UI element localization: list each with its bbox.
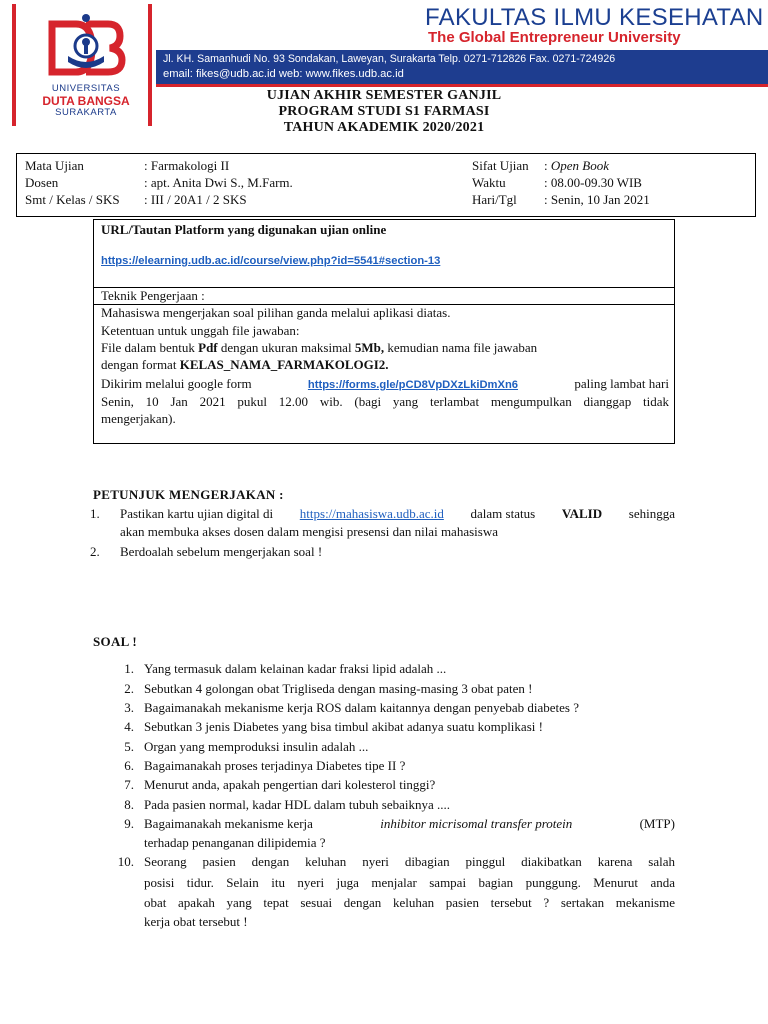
question-number: 3.	[124, 700, 134, 715]
question-number: 2.	[124, 681, 134, 696]
question-10-line4: kerja obat tersebut !	[144, 914, 248, 929]
faculty-address: Jl. KH. Samanhudi No. 93 Sondakan, Laweyan, Surakarta Telp. 0271-712826 Fax. 0271-724926	[163, 53, 616, 65]
question-9-line2: terhadap penanganan dilipidemia ?	[144, 835, 326, 850]
platform-heading: URL/Tautan Platform yang digunakan ujian online	[101, 222, 387, 237]
soal-title: SOAL !	[93, 634, 138, 649]
teknik-line-7: mengerjakan).	[101, 411, 176, 426]
petunjuk-item-1-line2: akan membuka akses dosen dalam mengisi presensi dan nilai mahasiswa	[120, 524, 498, 539]
sifat-ujian-value: : Open Book	[544, 158, 609, 173]
academic-year-title: TAHUN AKADEMIK 2020/2021	[283, 120, 485, 135]
question-8: Pada pasien normal, kadar HDL dalam tubuh sebaiknya ....	[144, 797, 451, 812]
dosen-value: : apt. Anita Dwi S., M.Farm.	[144, 175, 293, 190]
petunjuk-num-2: 2.	[90, 544, 100, 559]
teknik-line-3: File dalam bentuk Pdf dengan ukuran maksimal 5Mb, kemudian nama file jawaban	[101, 340, 538, 355]
question-number: 9.	[124, 816, 134, 831]
exam-info-table	[16, 153, 756, 217]
teknik-line-2: Ketentuan untuk unggah file jawaban:	[101, 323, 300, 338]
question-7: Menurut anda, apakah pengertian dari kolesterol tinggi?	[144, 777, 436, 792]
mata-ujian-label: Mata Ujian	[25, 158, 84, 173]
question-number: 7.	[124, 777, 134, 792]
waktu-label: Waktu	[472, 175, 506, 190]
question-10-line2: posisi tidur. Selain itu nyeri juga menjalar sampai bagian punggung. Menurut anda	[144, 875, 675, 890]
hari-tgl-value: : Senin, 10 Jan 2021	[544, 192, 650, 207]
exam-title: UJIAN AKHIR SEMESTER GANJIL	[266, 88, 502, 103]
teknik-label: Teknik Pengerjaan :	[101, 288, 205, 303]
smt-label: Smt / Kelas / SKS	[25, 192, 120, 207]
dosen-label: Dosen	[25, 175, 59, 190]
question-number: 6.	[124, 758, 134, 773]
smt-value: : III / 20A1 / 2 SKS	[144, 192, 247, 207]
question-4: Sebutkan 3 jenis Diabetes yang bisa timbul akibat adanya suatu komplikasi !	[144, 719, 543, 734]
teknik-line-5: Dikirim melalui google form https://forms.gle/pCD8VpDXzLkiDmXn6 paling lambat hari	[101, 376, 669, 391]
hari-tgl-label: Hari/Tgl	[472, 192, 517, 207]
platform-box	[93, 219, 675, 444]
question-3: Bagaimanakah mekanisme kerja ROS dalam kaitannya dengan penyebab diabetes ?	[144, 700, 579, 715]
petunjuk-item-2: Berdoalah sebelum mengerjakan soal !	[120, 544, 323, 559]
program-title: PROGRAM STUDI S1 FARMASI	[278, 104, 490, 119]
elearning-link[interactable]: https://elearning.udb.ac.id/course/view.php?id=5541#section-13	[101, 255, 441, 267]
sifat-ujian-label: Sifat Ujian	[472, 158, 529, 173]
question-9: Bagaimanakah mekanisme kerja inhibitor micrisomal transfer protein (MTP)	[144, 816, 675, 831]
petunjuk-title: PETUNJUK MENGERJAKAN :	[93, 487, 284, 502]
mahasiswa-portal-link[interactable]: https://mahasiswa.udb.ac.id	[299, 506, 444, 521]
question-number: 5.	[124, 739, 134, 754]
question-5: Organ yang memproduksi insulin adalah ...	[144, 739, 369, 754]
waktu-value: : 08.00-09.30 WIB	[544, 175, 642, 190]
petunjuk-num-1: 1.	[90, 506, 100, 521]
question-1: Yang termasuk dalam kelainan kadar fraksi lipid adalah ...	[144, 661, 447, 676]
question-number: 4.	[124, 719, 134, 734]
university-name-line1: UNIVERSITAS	[51, 83, 121, 94]
faculty-title: FAKULTAS ILMU KESEHATAN	[425, 4, 764, 31]
teknik-line-6: Senin, 10 Jan 2021 pukul 12.00 wib. (bagi yang terlambat mengumpulkan dianggap tidak	[101, 394, 669, 409]
question-number: 1.	[124, 661, 134, 676]
question-10-line1: Seorang pasien dengan keluhan nyeri dibagian pinggul diakibatkan karena salah	[144, 854, 675, 869]
letterhead-stripe	[156, 84, 768, 87]
question-number: 8.	[124, 797, 134, 812]
question-2: Sebutkan 4 golongan obat Trigliseda dengan masing-masing 3 obat paten !	[144, 681, 533, 696]
mata-ujian-value: : Farmakologi II	[144, 158, 230, 173]
question-10-line3: obat apakah yang tepat sesuai dengan keluhan pasien tersebut ? sertakan mekanisme	[144, 895, 675, 910]
university-name-line3: SURAKARTA	[55, 107, 117, 118]
question-number: 10.	[117, 854, 134, 869]
university-tagline: The Global Entrepreneur University	[428, 29, 681, 46]
university-logo-icon	[46, 12, 126, 82]
teknik-line-1: Mahasiswa mengerjakan soal pilihan ganda melalui aplikasi diatas.	[101, 305, 451, 320]
faculty-contact: email: fikes@udb.ac.id web: www.fikes.udb.ac.id	[163, 68, 404, 80]
university-name-line2: DUTA BANGSA	[42, 94, 130, 108]
petunjuk-item-1: Pastikan kartu ujian digital di https://mahasiswa.udb.ac.id dalam status VALID sehingga	[120, 506, 675, 521]
google-form-link[interactable]: https://forms.gle/pCD8VpDXzLkiDmXn6	[307, 379, 519, 391]
teknik-line-4: dengan format KELAS_NAMA_FARMAKOLOGI2.	[101, 357, 389, 372]
question-6: Bagaimanakah proses terjadinya Diabetes tipe II ?	[144, 758, 406, 773]
